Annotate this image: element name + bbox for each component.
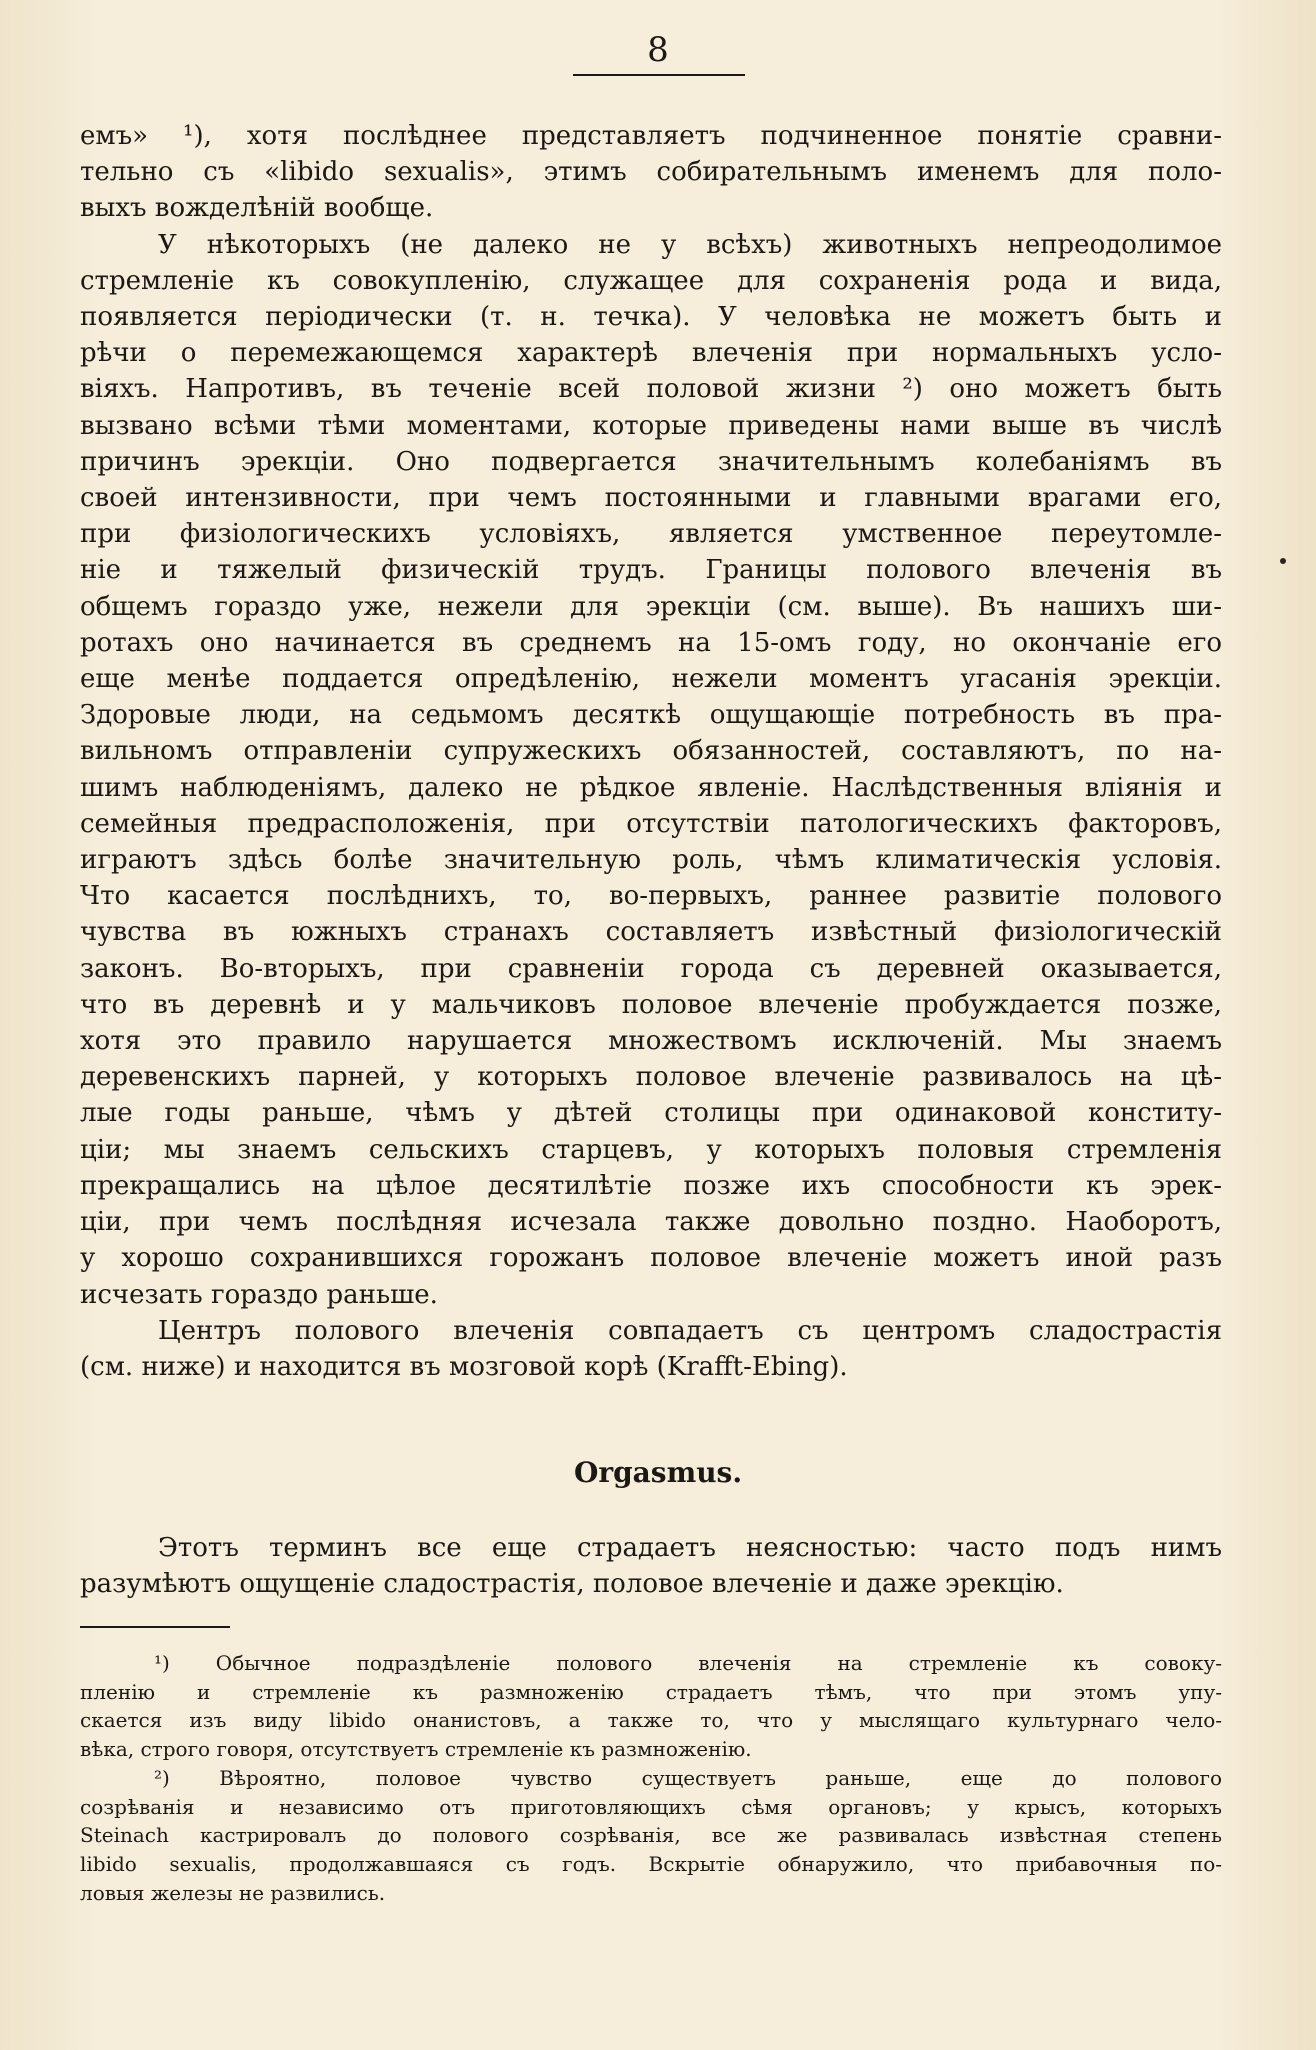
text-line: появляется періодически (т. н. течка). У человѣка не можетъ быть и <box>80 302 1222 333</box>
text-line: хотя это правило нарушается множествомъ исключеній. Мы знаемъ <box>80 1026 1222 1057</box>
text-line: прекращались на цѣлое десятилѣтіе позже ихъ способности къ эрек- <box>80 1170 1222 1201</box>
text-line: віяхъ. Напротивъ, въ теченіе всей половой жизни ²) оно можетъ быть <box>80 374 1222 405</box>
text-line: вильномъ отправленіи супружескихъ обязанностей, составляютъ, по на- <box>80 736 1222 767</box>
text-line: Этотъ терминъ все еще страдаетъ неясностью: часто подъ нимъ <box>158 1533 1222 1563</box>
text-line: У нѣкоторыхъ (не далеко не у всѣхъ) животныхъ непреодолимое <box>158 229 1222 260</box>
footnote-line: пленію и стремленіе къ размноженію страдаетъ тѣмъ, что при этомъ упу- <box>80 1679 1222 1704</box>
text-line: емъ» ¹), хотя послѣднее представляетъ подчиненное понятіе сравни- <box>80 121 1222 151</box>
footnote-line: ¹) Обычное подраздѣленіе полового влеченія на стремленіе къ совоку- <box>154 1651 1222 1675</box>
text-line: (см. ниже) и находится въ мозговой корѣ (Krafft-Ebing). <box>80 1351 848 1382</box>
text-line: еще менѣе поддается опредѣленію, нежели моментъ угасанія эрекціи. <box>80 664 1222 695</box>
footnote-line: ²) Вѣроятно, половое чувство существуетъ раньше, еще до полового <box>154 1765 1222 1790</box>
body-text <box>80 118 1222 1385</box>
text-line: у хорошо сохранившихся горожанъ половое влеченіе можетъ иной разъ <box>80 1243 1222 1274</box>
text-line: тельно съ «libido sexualis», этимъ собирательнымъ именемъ для поло- <box>80 157 1222 188</box>
text-line: причинъ эрекціи. Оно подвергается значительнымъ колебаніямъ въ <box>80 446 1222 477</box>
header-rule <box>573 74 745 76</box>
text-line: ніе и тяжелый физическій трудъ. Границы полового влеченія въ <box>80 555 1222 586</box>
text-line: общемъ гораздо уже, нежели для эрекціи (см. выше). Въ нашихъ ши- <box>80 591 1222 622</box>
text-line: чувства въ южныхъ странахъ составляетъ извѣстный физіологическій <box>80 917 1222 948</box>
text-line: разумѣютъ ощущеніе сладострастія, половое влеченіе и даже эрекцію. <box>80 1569 1064 1600</box>
text-line: выхъ вожделѣній вообще. <box>80 193 434 224</box>
section-heading: Orgasmus. <box>573 1456 743 1489</box>
text-line: Центръ полового влеченія совпадаетъ съ центромъ сладострастія <box>158 1315 1222 1346</box>
text-line: Здоровые люди, на седьмомъ десяткѣ ощущающіе потребность въ пра- <box>80 700 1222 731</box>
text-line: рѣчи о перемежающемся характерѣ влеченія при нормальныхъ усло- <box>80 338 1222 369</box>
text-line: своей интензивности, при чемъ постоянными и главными врагами его, <box>80 483 1222 514</box>
text-line: законъ. Во-вторыхъ, при сравненіи города съ деревней оказывается, <box>80 953 1222 984</box>
footnote-line: вѣка, строго говоря, отсутствуетъ стремленіе къ размноженію. <box>80 1737 752 1762</box>
footnote-line: созрѣванія и независимо отъ приготовляющихъ сѣмя органовъ; у крысъ, которыхъ <box>80 1794 1222 1819</box>
footnote-line: ловыя железы не развились. <box>80 1880 386 1905</box>
text-line: вызвано всѣми тѣми моментами, которые приведены нами выше въ числѣ <box>80 410 1222 441</box>
text-line: что въ деревнѣ и у мальчиковъ половое влеченіе пробуждается позже, <box>80 989 1222 1020</box>
footnote-line: скается изъ виду libido онанистовъ, а также то, что у мыслящаго культурнаго чело- <box>80 1708 1222 1733</box>
footnotes <box>80 1649 1222 1907</box>
footnote-line: Steinach кастрировалъ до полового созрѣванія, все же развивалась извѣстная степень <box>80 1823 1222 1848</box>
page-number: 8 <box>647 30 669 70</box>
text-line: ціи, при чемъ послѣдняя исчезала также довольно поздно. Наоборотъ, <box>80 1207 1222 1238</box>
text-line: Что касается послѣднихъ, то, во-первыхъ, раннее развитіе полового <box>80 881 1222 912</box>
text-line: деревенскихъ парней, у которыхъ половое влеченіе развивалось на цѣ- <box>80 1062 1222 1093</box>
text-line: ціи; мы знаемъ сельскихъ старцевъ, у которыхъ половыя стремленія <box>80 1134 1222 1165</box>
text-line: шимъ наблюденіямъ, далеко не рѣдкое явленіе. Наслѣдственныя вліянія и <box>80 772 1222 803</box>
section-text <box>80 1530 1222 1602</box>
text-line: при физіологическихъ условіяхъ, является умственное переутомле- <box>80 519 1222 550</box>
text-line: лые годы раньше, чѣмъ у дѣтей столицы при одинаковой конститу- <box>80 1098 1222 1129</box>
text-line: стремленіе къ совокупленію, служащее для сохраненія рода и вида, <box>80 265 1222 296</box>
margin-mark <box>1280 558 1286 564</box>
footnote-rule <box>80 1626 230 1628</box>
text-line: ротахъ оно начинается въ среднемъ на 15-омъ году, но окончаніе его <box>80 627 1222 658</box>
footnote-line: libido sexualis, продолжавшаяся съ годъ. Вскрытіе обнаружило, что прибавочныя по- <box>80 1851 1222 1876</box>
text-line: исчезать гораздо раньше. <box>80 1279 438 1310</box>
text-line: семейныя предрасположенія, при отсутствіи патологическихъ факторовъ, <box>80 808 1222 839</box>
text-line: играютъ здѣсь болѣе значительную роль, чѣмъ климатическія условія. <box>80 845 1222 876</box>
